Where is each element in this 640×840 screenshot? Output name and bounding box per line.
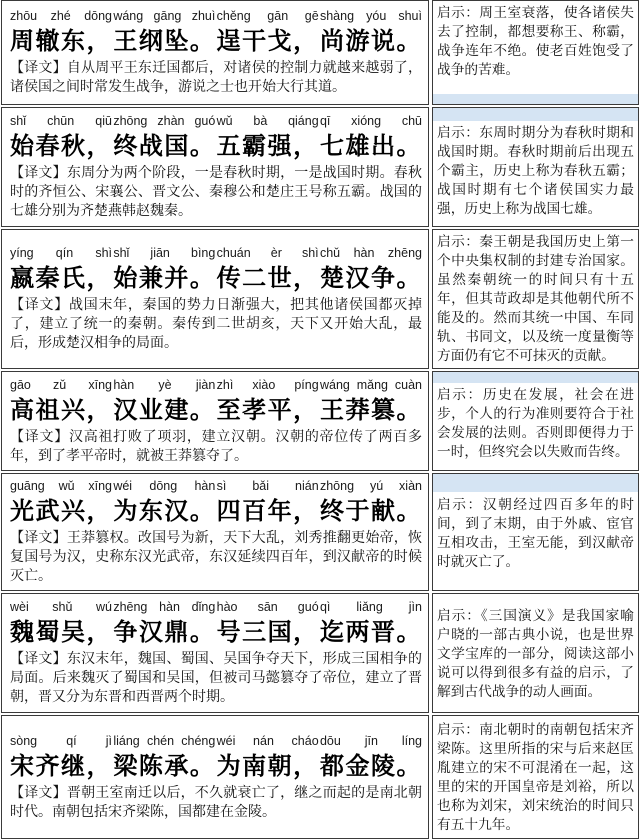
verse-phrase: 终战国。 — [113, 131, 216, 160]
verse-cell — [1, 371, 429, 471]
shading-band — [433, 108, 638, 121]
pinyin-group: chǔ hàn zhēng — [319, 246, 422, 260]
verse-cell — [1, 715, 429, 839]
translation-text: 【译文】汉高祖打败了项羽，建立汉朝。汉朝的帝位传了两百多年，到了孝平帝时，就被王莽篡夺了。 — [10, 428, 422, 464]
verse-phrase: 迄两晋。 — [319, 617, 422, 646]
pinyin-group: zhōng yú xiàn — [319, 479, 422, 493]
pinyin-line — [10, 245, 422, 261]
translation-text: 【译文】晋朝王室南迁以后，不久就衰亡了，继之而起的是南北朝时代。南朝包括宋齐梁陈，国都建在金陵。 — [10, 784, 422, 820]
pinyin-group: chěng gān gē — [216, 9, 319, 23]
pinyin-group: qī xióng chū — [319, 114, 422, 128]
verse-phrase: 梁陈承。 — [113, 750, 216, 780]
pinyin-line — [10, 478, 422, 494]
verse-row — [0, 473, 640, 591]
verse-phrase: 王纲坠。 — [113, 26, 216, 55]
verse-phrase: 为东汉。 — [113, 496, 216, 525]
verse-line — [10, 616, 422, 647]
verse-phrase: 传二世， — [216, 263, 319, 292]
pinyin-line — [10, 733, 422, 749]
pinyin-group: shǐ chūn qiū — [10, 114, 112, 128]
verse-phrase: 宋齐继， — [10, 750, 112, 780]
pinyin-group: gāo zǔ xīng — [10, 377, 112, 392]
pinyin-group: shǐ jiān bìng — [113, 246, 216, 260]
pinyin-group: yíng qín shì — [10, 246, 112, 260]
pinyin-group: zhì xiào píng — [216, 377, 319, 392]
pinyin-group: chuán èr shì — [216, 246, 319, 260]
verse-phrase: 始春秋， — [10, 131, 112, 160]
verse-phrase: 尚游说。 — [319, 26, 422, 55]
verse-row — [0, 229, 640, 369]
verse-cell — [1, 593, 429, 713]
translation-text: 【译文】战国末年，秦国的势力日渐强大，把其他诸侯国都灭掉了，建立了统一的秦朝。秦传到二世胡亥，天下又开始大乱，最后，形成楚汉相争的局面。 — [10, 297, 422, 351]
verse-phrase: 七雄出。 — [319, 131, 422, 160]
verse-cell — [1, 107, 429, 227]
pinyin-group: hào sān guó — [216, 600, 319, 614]
pinyin-group: dōu jīn líng — [319, 733, 422, 748]
verse-row — [0, 715, 640, 839]
pinyin-group: wáng mǎng cuàn — [319, 377, 422, 392]
pinyin-group: qì liǎng jìn — [319, 600, 422, 614]
verse-cell — [1, 473, 429, 591]
translation-text: 【译文】自从周平王东迁国都后，对诸侯的控制力就越来越弱了，诸侯国之间时常发生战争，游说之士也开始大行其道。 — [10, 60, 422, 95]
verse-phrase: 五霸强， — [216, 131, 319, 160]
verse-phrase: 魏蜀吴， — [10, 617, 112, 646]
translation-text: 【译文】东汉末年，魏国、蜀国、吴国争夺天下，形成三国相争的局面。后来魏灭了蜀国和吴国，但被司马懿篡夺了帝位，建立了晋朝，晋又分为东晋和西晋两个时期。 — [10, 651, 422, 705]
verse-phrase: 为南朝， — [216, 750, 319, 780]
verse-line — [10, 262, 422, 293]
pinyin-line — [10, 8, 422, 24]
verse-phrase: 周辙东， — [10, 26, 112, 55]
verse-phrase: 至孝平， — [216, 394, 319, 424]
insight-text: 启示：历史在发展，社会在进步，个人的行为准则要符合于社会发展的法则。否则即便得力于一时，但终究会以失败而告终。 — [437, 387, 634, 460]
shading-band — [433, 474, 638, 492]
insight-text: 启示：东周时期分为春秋时期和战国时期。春秋时期前后出现五个霸主，历史上称为春秋五霸；战国时期有七个诸侯国实力最强，历史上称为战国七雄。 — [437, 125, 634, 217]
insight-text: 启示：汉朝经过四百多年的时间，到了末期，由于外戚、宦官互相攻击，王室无能，到汉献帝时就灭亡了。 — [437, 497, 634, 570]
pinyin-group: wáng gāng zhuì — [113, 9, 216, 23]
verse-phrase: 高祖兴， — [10, 394, 112, 424]
insight-cell — [432, 229, 639, 369]
pinyin-group: wǔ bà qiáng — [216, 114, 319, 128]
pinyin-group: zhēng hàn dǐng — [113, 600, 216, 614]
shading-band — [433, 372, 638, 383]
verse-row — [0, 371, 640, 471]
verse-phrase: 王莽篡。 — [319, 394, 422, 424]
insight-text: 启示：《三国演义》是我国家喻户晓的一部古典小说，也是世界文学宝库的一部分，阅读这部小说可以得到很多有益的启示，了解到古代战争的动人画面。 — [437, 608, 634, 700]
verse-phrase: 嬴秦氏， — [10, 263, 112, 292]
verse-cell — [1, 0, 429, 105]
pinyin-group: wéi dōng hàn — [113, 479, 216, 493]
verse-line — [10, 25, 422, 56]
pinyin-group: wèi shǔ wú — [10, 600, 112, 614]
pinyin-group: zhōu zhé dōng — [10, 9, 112, 23]
verse-phrase: 号三国， — [216, 617, 319, 646]
pinyin-group: liáng chén chéng — [113, 733, 216, 748]
verse-row — [0, 0, 640, 105]
insight-text: 启示：周王室衰落，使各诸侯失去了控制，都想要称王、称霸，战争连年不绝。使老百姓饱受了战争的苦难。 — [437, 5, 634, 78]
verse-row — [0, 107, 640, 227]
verse-line — [10, 495, 422, 526]
pinyin-group: sòng qí jì — [10, 733, 112, 748]
verse-phrase: 终于献。 — [319, 496, 422, 525]
insight-text: 启示：南北朝时的南朝包括宋齐梁陈。这里所指的宋与后来赵匡胤建立的宋不可混淆在一起，这里的宋的开国皇帝是刘裕，所以也称为刘宋，刘宋统治的时间只有五十九年。 — [437, 722, 634, 833]
verse-cell — [1, 229, 429, 369]
verse-line — [10, 130, 422, 161]
verse-phrase: 四百年， — [216, 496, 319, 525]
pinyin-line — [10, 113, 422, 129]
verse-row — [0, 593, 640, 713]
insight-cell — [432, 473, 639, 591]
pinyin-group: hàn yè jiàn — [113, 377, 216, 392]
shading-band — [433, 94, 638, 104]
translation-text: 【译文】王莽篡权。改国号为新，天下大乱，刘秀推翻更始帝，恢复国号为汉，史称东汉光武帝，东汉延续四百年，到汉献帝的时候灭亡。 — [10, 530, 422, 584]
verse-line — [10, 750, 422, 781]
verse-phrase: 楚汉争。 — [319, 263, 422, 292]
verse-phrase: 汉业建。 — [113, 394, 216, 424]
pinyin-line — [10, 599, 422, 615]
pinyin-group: sì bǎi nián — [216, 479, 319, 493]
pinyin-group: zhōng zhàn guó — [113, 114, 216, 128]
insight-cell — [432, 371, 639, 471]
verse-phrase: 争汉鼎。 — [113, 617, 216, 646]
insight-cell — [432, 715, 639, 839]
insight-cell — [432, 0, 639, 105]
verse-phrase: 逞干戈， — [216, 26, 319, 55]
insight-cell — [432, 107, 639, 227]
pinyin-line — [10, 377, 422, 393]
verse-phrase: 始兼并。 — [113, 263, 216, 292]
insight-cell — [432, 593, 639, 713]
verse-line — [10, 394, 422, 425]
insight-text: 启示：秦王朝是我国历史上第一个中央集权制的封建专治国家。虽然秦朝统一的时间只有十五年，但其苛政却是其他朝代所不能及的。然而其统一中国、车同轨、书同文，以及统一度量衡等方面仍有它不可抹灭的贡献。 — [437, 234, 634, 364]
verse-phrase: 都金陵。 — [319, 750, 422, 780]
pinyin-group: wéi nán cháo — [216, 733, 319, 748]
pinyin-group: shàng yóu shuì — [319, 9, 422, 23]
translation-text: 【译文】东周分为两个阶段，一是春秋时期，一是战国时期。春秋时的齐恒公、宋襄公、晋文公、秦穆公和楚庄王号称五霸。战国的七雄分别为齐楚燕韩赵魏秦。 — [10, 165, 422, 219]
pinyin-group: guāng wǔ xīng — [10, 479, 112, 493]
verse-phrase: 光武兴， — [10, 496, 112, 525]
